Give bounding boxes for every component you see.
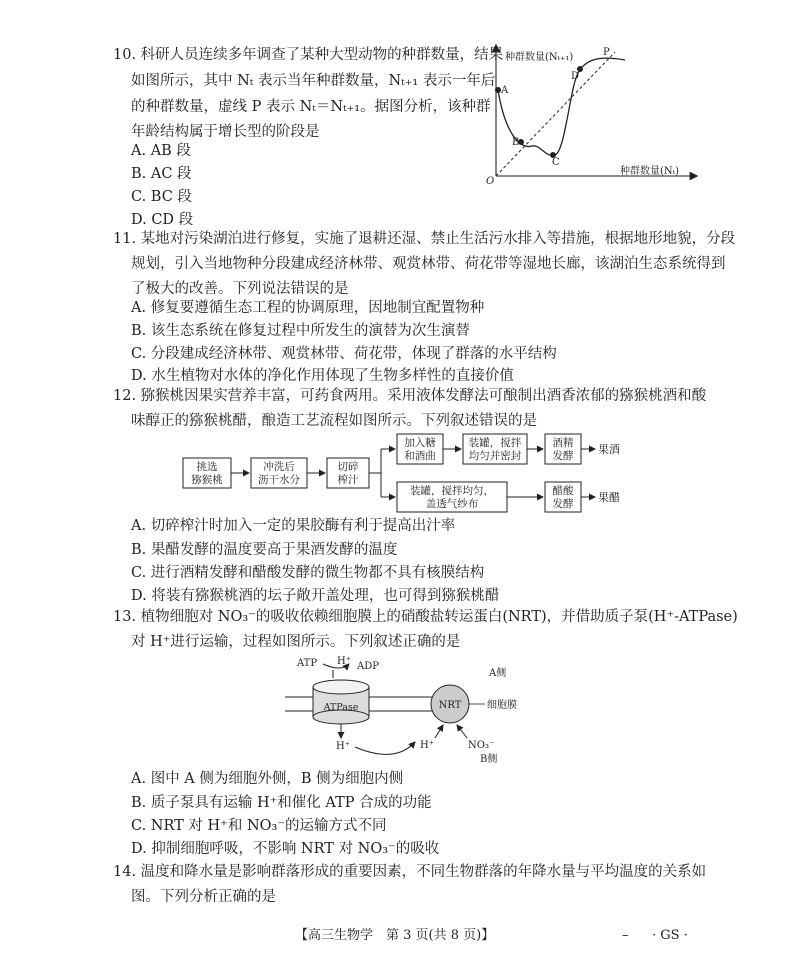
q11-option-d: D. 水生植物对水体的净化作用体现了生物多样性的直接价值 <box>131 368 514 384</box>
step1-line1: 挑选 <box>196 461 218 473</box>
page-footer: 【高三生物学 第 3 页(共 8 页)】 <box>295 928 495 943</box>
q13-option-d: D. 抑制细胞呼吸，不影响 NRT 对 NO₃⁻的吸收 <box>131 841 440 857</box>
label-a-side: A侧 <box>489 668 507 679</box>
exam-code: · GS · <box>652 928 688 943</box>
label-membrane: 细胞膜 <box>487 700 517 711</box>
q11-option-c: C. 分段建成经济林带、观赏林带、荷花带，体现了群落的水平结构 <box>131 346 557 362</box>
q13-option-a: A. 图中 A 侧为细胞外侧，B 侧为细胞内侧 <box>131 771 404 787</box>
bot1-line1: 装罐，搅拌均匀， <box>410 485 494 497</box>
q12-option-a: A. 切碎榨汁时加入一定的果胶酶有利于提高出汁率 <box>131 518 456 534</box>
q12-stem-line-1: 12. 猕猴桃因果实营养丰富，可药食两用。采用液体发酵法可酿制出酒香浓郁的猕猴桃酒和酸 <box>113 388 707 404</box>
step1-line2: 猕猴桃 <box>191 474 223 486</box>
q10-option-a: A. AB 段 <box>131 143 191 159</box>
q14-stem-line-1: 14. 温度和降水量是影响群落形成的重要因素，不同生物群落的年降水量与平均温度的关系如 <box>113 864 707 880</box>
q12-option-c: C. 进行酒精发酵和醋酸发酵的微生物都不具有核膜结构 <box>131 565 485 581</box>
x-axis-label: 种群数量(Nₜ) <box>620 166 680 177</box>
label-a: A <box>501 85 509 96</box>
y-axis-label: 种群数量(Nₜ₊₁) <box>505 52 574 63</box>
label-h-top: H⁺ <box>337 656 351 667</box>
q12-stem-line-2: 味醇正的猕猴桃醋，酿造工艺流程如图所示。下列叙述错误的是 <box>131 413 537 429</box>
step2-line2: 沥干水分 <box>258 474 300 486</box>
q13-option-c: C. NRT 对 H⁺和 NO₃⁻的运输方式不同 <box>131 818 387 834</box>
label-b-side: B侧 <box>480 754 498 765</box>
q12-option-b: B. 果醋发酵的温度要高于果酒发酵的温度 <box>131 542 398 558</box>
q12-option-d: D. 将装有猕猴桃酒的坛子敞开盖处理，也可得到猕猴桃醋 <box>131 588 500 604</box>
q10-stem-line-4: 年龄结构属于增长型的阶段是 <box>131 124 320 140</box>
q13-option-b: B. 质子泵具有运输 H⁺和催化 ATP 合成的功能 <box>131 795 432 811</box>
q11-option-b: B. 该生态系统在修复过程中所发生的演替为次生演替 <box>131 323 470 339</box>
q10-option-b: B. AC 段 <box>131 166 192 182</box>
output-wine: 果酒 <box>598 443 620 456</box>
q13-membrane-diagram <box>285 652 525 771</box>
top3-line1: 酒精 <box>552 437 574 449</box>
q14-stem-line-2: 图。下列分析正确的是 <box>131 889 276 905</box>
label-nrt: NRT <box>438 700 462 711</box>
bot1-line2: 盖透气纱布 <box>425 498 479 510</box>
q11-stem-line-1: 11. 某地对污染湖泊进行修复，实施了退耕还湿、禁止生活污水排入等措施，根据地形地貌，分段 <box>113 231 736 247</box>
top1-line1: 加入糖 <box>404 437 436 449</box>
q13-stem-line-1: 13. 植物细胞对 NO₃⁻的吸收依赖细胞膜上的硝酸盐转运蛋白(NRT)，并借助质子泵(H⁺-ATPase) <box>113 609 738 625</box>
q10-option-d: D. CD 段 <box>131 212 194 228</box>
label-atp: ATP <box>297 658 318 669</box>
top3-line2: 发酵 <box>552 450 574 462</box>
label-adp: ADP <box>357 661 379 672</box>
label-d: D <box>571 71 580 82</box>
q12-flow-diagram <box>175 432 645 520</box>
q11-stem-line-3: 了极大的改善。下列说法错误的是 <box>131 281 349 297</box>
label-c: C <box>552 157 560 168</box>
q10-option-c: C. BC 段 <box>131 189 192 205</box>
step2-line1: 冲洗后 <box>263 461 295 473</box>
label-no3: NO₃⁻ <box>468 740 495 751</box>
q11-stem-line-2: 规划，引入当地物种分段建成经济林带、观赏林带、荷花带等湿地长廊，该湖泊生态系统得到 <box>131 256 726 272</box>
q10-stem-line-2: 如图所示，其中 Nₜ 表示当年种群数量，Nₜ₊₁ 表示一年后 <box>131 73 496 89</box>
step3-line2: 榨汁 <box>337 474 359 486</box>
step3-line1: 切碎 <box>337 461 359 473</box>
footer-dash: – <box>622 928 629 943</box>
label-atpase: ATPase <box>323 702 359 713</box>
bot2-line1: 醋酸 <box>552 485 574 497</box>
label-h-right: H⁺ <box>420 740 434 751</box>
q10-stem-line-1: 10. 科研人员连续多年调查了某种大型动物的种群数量，结果 <box>113 47 504 63</box>
output-vinegar: 果醋 <box>598 491 620 504</box>
label-p: P <box>603 47 610 58</box>
q10-population-graph <box>480 38 700 192</box>
bot2-line2: 发酵 <box>552 498 574 510</box>
q10-stem-line-3: 的种群数量，虚线 P 表示 Nₜ＝Nₜ₊₁。据图分析，该种群 <box>131 99 491 115</box>
top2-line1: 装罐，搅拌 <box>468 437 522 449</box>
top1-line2: 和酒曲 <box>404 450 436 462</box>
q11-option-a: A. 修复要遵循生态工程的协调原理，因地制宜配置物种 <box>131 300 485 316</box>
label-b: B <box>512 137 520 148</box>
label-h-left: H⁺ <box>336 741 350 752</box>
origin-label: O <box>486 176 495 187</box>
top2-line2: 均匀并密封 <box>468 450 522 462</box>
q13-stem-line-2: 对 H⁺进行运输，过程如图所示。下列叙述正确的是 <box>131 634 461 650</box>
